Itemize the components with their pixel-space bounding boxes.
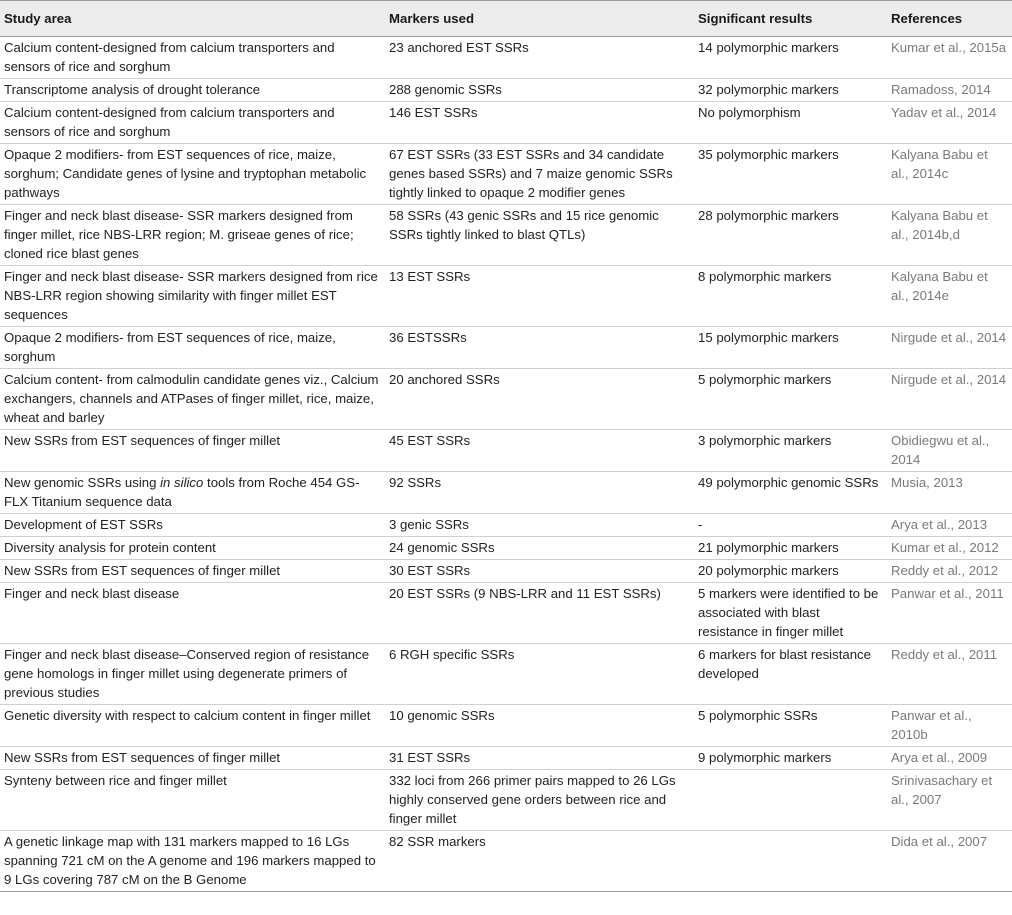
cell-study-area: Finger and neck blast disease: [0, 583, 385, 644]
cell-reference: Kumar et al., 2012: [887, 537, 1012, 560]
cell-study-area: Calcium content-designed from calcium transporters and sensors of rice and sorghum: [0, 37, 385, 79]
cell-reference: Reddy et al., 2011: [887, 644, 1012, 705]
cell-study-area: Opaque 2 modifiers- from EST sequences of rice, maize, sorghum; Candidate genes of lysine and tryptophan metabolic pathways: [0, 144, 385, 205]
table-row: [0, 472, 1012, 514]
table-row: [0, 369, 1012, 430]
study-area-text-end: tools from Roche 454 GS-FLX Titanium sequence data: [4, 475, 360, 509]
table-row: [0, 266, 1012, 327]
cell-significant-results: 15 polymorphic markers: [694, 327, 887, 369]
cell-significant-results: 35 polymorphic markers: [694, 144, 887, 205]
cell-study-area: Development of EST SSRs: [0, 514, 385, 537]
cell-markers-used: 58 SSRs (43 genic SSRs and 15 rice genomic SSRs tightly linked to blast QTLs): [385, 205, 694, 266]
cell-markers-used: 20 EST SSRs (9 NBS-LRR and 11 EST SSRs): [385, 583, 694, 644]
cell-markers-used: 30 EST SSRs: [385, 560, 694, 583]
table-row: [0, 770, 1012, 831]
cell-markers-used: 10 genomic SSRs: [385, 705, 694, 747]
cell-markers-used: 288 genomic SSRs: [385, 79, 694, 102]
cell-reference: Nirgude et al., 2014: [887, 327, 1012, 369]
table-row: [0, 583, 1012, 644]
table-row: [0, 327, 1012, 369]
cell-reference: Panwar et al., 2011: [887, 583, 1012, 644]
cell-reference: Kumar et al., 2015a: [887, 37, 1012, 79]
cell-reference: Musia, 2013: [887, 472, 1012, 514]
table-row: [0, 37, 1012, 79]
cell-study-area: New SSRs from EST sequences of finger millet: [0, 430, 385, 472]
cell-study-area: Finger and neck blast disease–Conserved region of resistance gene homologs in finger millet using degenerate primers of previous studies: [0, 644, 385, 705]
cell-reference: Nirgude et al., 2014: [887, 369, 1012, 430]
cell-significant-results: 21 polymorphic markers: [694, 537, 887, 560]
table-row: [0, 79, 1012, 102]
cell-study-area: Finger and neck blast disease- SSR markers designed from rice NBS-LRR region showing similarity with finger millet EST sequences: [0, 266, 385, 327]
cell-significant-results: 20 polymorphic markers: [694, 560, 887, 583]
table-row: [0, 430, 1012, 472]
cell-study-area: New SSRs from EST sequences of finger millet: [0, 560, 385, 583]
cell-markers-used: 6 RGH specific SSRs: [385, 644, 694, 705]
cell-markers-used: 332 loci from 266 primer pairs mapped to 26 LGs highly conserved gene orders between rice and finger millet: [385, 770, 694, 831]
cell-study-area: Calcium content-designed from calcium transporters and sensors of rice and sorghum: [0, 102, 385, 144]
cell-reference: Panwar et al., 2010b: [887, 705, 1012, 747]
cell-significant-results: [694, 831, 887, 892]
cell-markers-used: 3 genic SSRs: [385, 514, 694, 537]
cell-significant-results: 6 markers for blast resistance developed: [694, 644, 887, 705]
cell-significant-results: -: [694, 514, 887, 537]
table-row: [0, 537, 1012, 560]
cell-significant-results: 5 polymorphic markers: [694, 369, 887, 430]
cell-study-area: Synteny between rice and finger millet: [0, 770, 385, 831]
cell-significant-results: 5 polymorphic SSRs: [694, 705, 887, 747]
header-study-area: Study area: [0, 1, 385, 37]
cell-study-area: Finger and neck blast disease- SSR markers designed from finger millet, rice NBS-LRR region; M. griseae genes of rice; cloned rice blast genes: [0, 205, 385, 266]
cell-significant-results: No polymorphism: [694, 102, 887, 144]
cell-significant-results: 9 polymorphic markers: [694, 747, 887, 770]
header-references: References: [887, 1, 1012, 37]
header-markers-used: Markers used: [385, 1, 694, 37]
cell-markers-used: 23 anchored EST SSRs: [385, 37, 694, 79]
table-row: [0, 205, 1012, 266]
cell-significant-results: 3 polymorphic markers: [694, 430, 887, 472]
cell-markers-used: 92 SSRs: [385, 472, 694, 514]
cell-reference: Dida et al., 2007: [887, 831, 1012, 892]
cell-significant-results: 49 polymorphic genomic SSRs: [694, 472, 887, 514]
cell-markers-used: 82 SSR markers: [385, 831, 694, 892]
cell-markers-used: 31 EST SSRs: [385, 747, 694, 770]
cell-reference: Kalyana Babu et al., 2014e: [887, 266, 1012, 327]
cell-reference: Srinivasachary et al., 2007: [887, 770, 1012, 831]
header-significant-results: Significant results: [694, 1, 887, 37]
cell-markers-used: 36 ESTSSRs: [385, 327, 694, 369]
cell-study-area: A genetic linkage map with 131 markers mapped to 16 LGs spanning 721 cM on the A genome and 196 markers mapped to 9 LGs covering 787 cM on the B Genome: [0, 831, 385, 892]
cell-study-area: Calcium content- from calmodulin candidate genes viz., Calcium exchangers, channels and ATPases of finger millet, rice, maize, wheat and barley: [0, 369, 385, 430]
cell-reference: Yadav et al., 2014: [887, 102, 1012, 144]
cell-markers-used: 13 EST SSRs: [385, 266, 694, 327]
cell-study-area: New SSRs from EST sequences of finger millet: [0, 747, 385, 770]
cell-study-area: [0, 472, 385, 514]
table-row: [0, 560, 1012, 583]
cell-reference: Kalyana Babu et al., 2014c: [887, 144, 1012, 205]
table-header: [0, 1, 1012, 37]
cell-markers-used: 67 EST SSRs (33 EST SSRs and 34 candidate genes based SSRs) and 7 maize genomic SSRs tightly linked to opaque 2 modifier genes: [385, 144, 694, 205]
table-row: [0, 747, 1012, 770]
cell-study-area: Genetic diversity with respect to calcium content in finger millet: [0, 705, 385, 747]
table-body: [0, 37, 1012, 892]
cell-reference: Ramadoss, 2014: [887, 79, 1012, 102]
cell-reference: Kalyana Babu et al., 2014b,d: [887, 205, 1012, 266]
table-row: [0, 514, 1012, 537]
cell-significant-results: 32 polymorphic markers: [694, 79, 887, 102]
cell-significant-results: [694, 770, 887, 831]
cell-study-area: Opaque 2 modifiers- from EST sequences of rice, maize, sorghum: [0, 327, 385, 369]
cell-markers-used: 45 EST SSRs: [385, 430, 694, 472]
study-area-text-start: New genomic SSRs using: [4, 475, 161, 490]
cell-significant-results: 14 polymorphic markers: [694, 37, 887, 79]
cell-markers-used: 146 EST SSRs: [385, 102, 694, 144]
table-row: [0, 831, 1012, 892]
header-row: [0, 1, 1012, 37]
cell-significant-results: 5 markers were identified to be associated with blast resistance in finger millet: [694, 583, 887, 644]
cell-markers-used: 24 genomic SSRs: [385, 537, 694, 560]
cell-study-area: Diversity analysis for protein content: [0, 537, 385, 560]
cell-significant-results: 8 polymorphic markers: [694, 266, 887, 327]
table-row: [0, 705, 1012, 747]
cell-markers-used: 20 anchored SSRs: [385, 369, 694, 430]
table-row: [0, 144, 1012, 205]
cell-significant-results: 28 polymorphic markers: [694, 205, 887, 266]
cell-reference: Arya et al., 2013: [887, 514, 1012, 537]
table-row: [0, 644, 1012, 705]
study-area-italic-term: in silico: [160, 475, 204, 490]
cell-reference: Obidiegwu et al., 2014: [887, 430, 1012, 472]
cell-reference: Reddy et al., 2012: [887, 560, 1012, 583]
cell-study-area: Transcriptome analysis of drought tolerance: [0, 79, 385, 102]
table-row: [0, 102, 1012, 144]
cell-reference: Arya et al., 2009: [887, 747, 1012, 770]
